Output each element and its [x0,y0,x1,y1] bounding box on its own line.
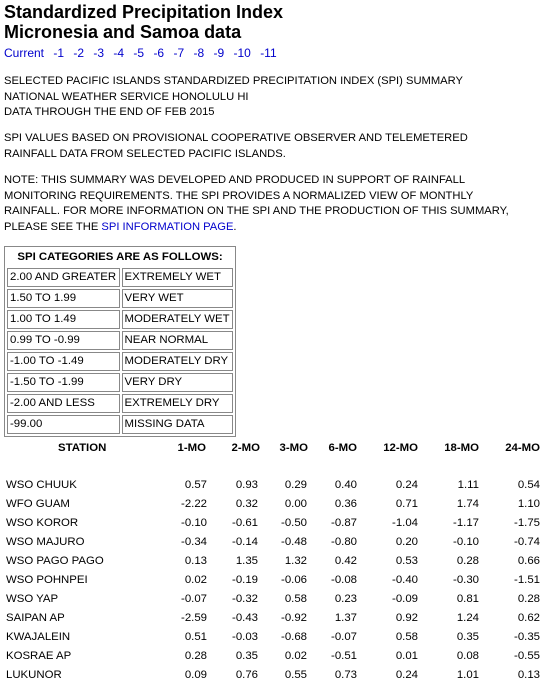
spi-value: -0.74 [514,536,540,548]
station-name: WFO GUAM [6,498,70,510]
column-header-station: STATION [58,442,107,454]
categories-header: SPI CATEGORIES ARE AS FOLLOWS: [17,251,223,263]
spi-value: 0.66 [517,555,540,567]
nav-month-2-link[interactable]: -2 [73,46,85,60]
spi-value: 0.62 [517,612,540,624]
spi-value: -0.09 [392,593,418,605]
spi-value: 1.37 [334,612,357,624]
spi-value: 0.13 [517,669,540,681]
category-row: 1.50 TO 1.99 VERY WET [7,289,233,308]
spi-value: 0.58 [395,631,418,643]
spi-value: 0.00 [284,498,307,510]
spi-value: -0.30 [453,574,479,586]
spi-value: 0.23 [334,593,357,605]
spi-information-page-link[interactable]: SPI INFORMATION PAGE [101,220,234,233]
column-header-1mo: 1-MO [177,442,206,454]
spi-value: 0.13 [184,555,207,567]
spi-value: 0.51 [184,631,207,643]
spi-value: 0.29 [284,479,307,491]
spi-value: 0.02 [184,574,207,586]
category-row: -99.00 MISSING DATA [7,415,233,434]
spi-value: -0.68 [281,631,307,643]
table-row [0,669,544,688]
spi-value: 1.10 [517,498,540,510]
spi-value: -0.80 [331,536,357,548]
spi-value: 0.76 [235,669,258,681]
spi-value: 0.71 [395,498,418,510]
table-row [0,555,544,574]
spi-value: 0.09 [184,669,207,681]
spi-value: 1.74 [456,498,479,510]
table-row [0,631,544,650]
table-row [0,517,544,536]
spi-value: 0.55 [284,669,307,681]
station-name: KOSRAE AP [6,650,72,662]
spi-value: 0.58 [284,593,307,605]
table-row [0,593,544,612]
spi-value: -0.06 [281,574,307,586]
nav-month-3-link[interactable]: -3 [93,46,105,60]
page-title [4,2,283,42]
table-row [0,536,544,555]
spi-value: 1.32 [284,555,307,567]
spi-value: 0.40 [334,479,357,491]
spi-value: 0.28 [517,593,540,605]
spi-value: 0.54 [517,479,540,491]
spi-value: -2.22 [181,498,207,510]
column-header-24mo: 24-MO [505,442,540,454]
spi-value: 1.24 [456,612,479,624]
spi-value: -0.34 [181,536,207,548]
spi-value: 1.11 [457,479,479,491]
spi-value: 0.36 [334,498,357,510]
spi-value: -0.10 [453,536,479,548]
intro-paragraph: SELECTED PACIFIC ISLANDS STANDARDIZED PRECIPITATION INDEX (SPI) SUMMARY NATIONAL WEATHER SERVICE HONOLULU HI DATA THROUGH THE END OF FEB 2015 [4,75,463,118]
spi-value: -2.59 [181,612,207,624]
spi-value: -0.48 [281,536,307,548]
spi-value: 0.93 [235,479,258,491]
nav-month-9-link[interactable]: -9 [213,46,225,60]
spi-value: -1.75 [514,517,540,529]
spi-value: -0.35 [514,631,540,643]
spi-value: 0.32 [235,498,258,510]
station-name: WSO YAP [6,593,59,605]
spi-value: -0.43 [232,612,258,624]
spi-value: -0.07 [181,593,207,605]
station-name: WSO KOROR [6,517,79,529]
spi-value: 0.42 [334,555,357,567]
category-row: -2.00 AND LESS EXTREMELY DRY [7,394,233,413]
station-name: SAIPAN AP [6,612,65,624]
category-row: -1.50 TO -1.99 VERY DRY [7,373,233,392]
basis-paragraph: SPI VALUES BASED ON PROVISIONAL COOPERATIVE OBSERVER AND TELEMETERED RAINFALL DATA FROM SELECTED PACIFIC ISLANDS. [4,132,468,160]
spi-value: 0.08 [456,650,479,662]
nav-month-7-link[interactable]: -7 [173,46,185,60]
table-row [0,498,544,517]
station-name: WSO POHNPEI [6,574,88,586]
spi-value: 0.24 [395,479,418,491]
spi-value: -0.40 [392,574,418,586]
nav-month-1-link[interactable]: -1 [53,46,65,60]
spi-value: 0.57 [184,479,207,491]
station-name: LUKUNOR [6,669,62,681]
spi-value: -0.32 [232,593,258,605]
column-header-18mo: 18-MO [444,442,479,454]
spi-value: 0.28 [184,650,207,662]
station-name: WSO MAJURO [6,536,85,548]
spi-value: -1.51 [514,574,540,586]
column-header-6mo: 6-MO [328,442,357,454]
table-row [0,479,544,498]
nav-month-5-link[interactable]: -5 [133,46,145,60]
spi-value: -0.55 [514,650,540,662]
spi-value: 0.28 [456,555,479,567]
spi-value: -0.51 [331,650,357,662]
category-row: 0.99 TO -0.99 NEAR NORMAL [7,331,233,350]
spi-value: -1.17 [453,517,479,529]
month-nav [4,46,283,60]
nav-month-8-link[interactable]: -8 [193,46,205,60]
spi-value: 0.35 [235,650,258,662]
title-line-2: Micronesia and Samoa data [4,22,242,42]
spi-value: -0.03 [232,631,258,643]
category-row: 1.00 TO 1.49 MODERATELY WET [7,310,233,329]
spi-value: -0.08 [331,574,357,586]
spi-value: 1.01 [456,669,479,681]
spi-value: 1.35 [235,555,258,567]
spi-value: -0.61 [232,517,258,529]
nav-month-4-link[interactable]: -4 [113,46,125,60]
category-row: -1.00 TO -1.49 MODERATELY DRY [7,352,233,371]
station-name: WSO PAGO PAGO [6,555,104,567]
title-line-1: Standardized Precipitation Index [4,2,284,22]
spi-value: -0.87 [331,517,357,529]
table-row [0,574,544,593]
spi-value: 0.20 [395,536,418,548]
nav-month-10-link[interactable]: -10 [233,46,251,60]
table-row [0,650,544,669]
category-row: 2.00 AND GREATER EXTREMELY WET [7,268,233,287]
spi-value: -1.04 [392,517,418,529]
spi-value: 0.24 [395,669,418,681]
spi-value: 0.02 [284,650,307,662]
table-row [0,612,544,631]
column-header-12mo: 12-MO [383,442,418,454]
spi-value: -0.50 [281,517,307,529]
spi-value: 0.92 [395,612,418,624]
nav-month-11-link[interactable]: -11 [260,46,277,60]
nav-current-link[interactable]: Current [4,46,45,60]
spi-value: -0.92 [281,612,307,624]
spi-value: 0.35 [456,631,479,643]
station-name: WSO CHUUK [6,479,77,491]
spi-value: 0.01 [395,650,418,662]
spi-value: -0.10 [181,517,207,529]
spi-value: 0.73 [334,669,357,681]
spi-value: 0.81 [456,593,479,605]
note-paragraph: NOTE: THIS SUMMARY WAS DEVELOPED AND PRODUCED IN SUPPORT OF RAINFALL MONITORING REQUIREMENTS. THE SPI PROVIDES A NORMALIZED VIEW OF MONTHLY RAINFALL. FOR MORE INFORMATION ON THE SPI AND THE PRODUCTION OF THIS SUMMARY, PLEASE SEE THE SPI INFORMATION PAGE. [4,174,509,233]
spi-value: 0.53 [395,555,418,567]
spi-value: -0.07 [331,631,357,643]
spi-categories-table [4,246,236,437]
nav-month-6-link[interactable]: -6 [153,46,165,60]
spi-value: -0.14 [232,536,258,548]
station-name: KWAJALEIN [6,631,71,643]
column-header-3mo: 3-MO [279,442,308,454]
spi-value: -0.19 [232,574,258,586]
column-header-2mo: 2-MO [231,442,260,454]
